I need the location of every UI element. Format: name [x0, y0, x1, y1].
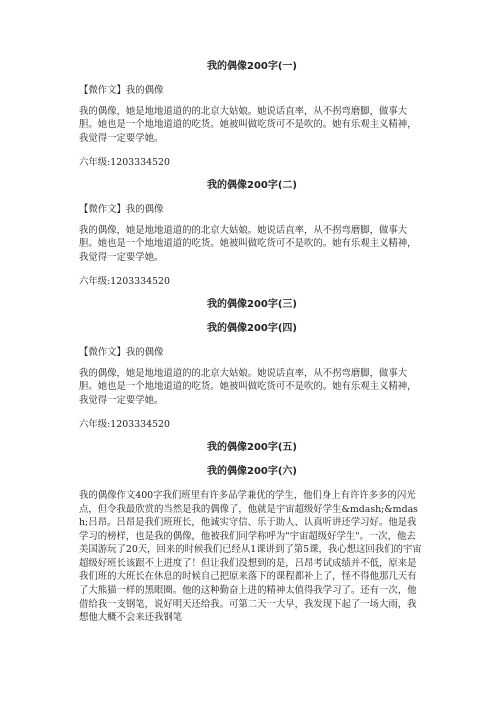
section-title-3: 我的偶像200字(三): [206, 298, 297, 310]
section-grade-1: 六年级:1203334520: [79, 157, 170, 169]
section-paragraph-2: 我的偶像，她是地地道道的的北京大姑娘。她说话直率，从不拐弯磨脚，做事大胆。她也是一个地地道道的吃货。她被叫做吃货可不是吹的。她有乐观主义精神，我觉得一定要学她。: [79, 224, 417, 263]
section-title-6: 我的偶像200字(六): [206, 465, 297, 477]
section-tag-4: 【微作文】我的偶像: [79, 346, 164, 358]
document-page: [79, 60, 425, 625]
section-title-2: 我的偶像200字(二): [206, 179, 297, 191]
section-grade-4: 六年级:1203334520: [79, 419, 170, 431]
section-grade-2: 六年级:1203334520: [79, 276, 170, 288]
section-tag-2: 【微作文】我的偶像: [79, 203, 164, 215]
section-title-4: 我的偶像200字(四): [206, 322, 297, 334]
section-tag-1: 【微作文】我的偶像: [79, 85, 164, 96]
section-long-paragraph: 我的偶像作文400字我们班里有许多品学兼优的学生，他们身上有许许多多的闪光点，但令我最欣赏的当然是我的偶像了，他就是宇宙超级好学生&mdash;&mdash;吕昂。吕昂是我们班班长，他诚实守信、乐于助人、认真听讲还学习好。他是我学习的榜样，也是我的偶像，他被我们同学称呼为"宇宙超级好学生"。一次，他去美国游玩了20天，回来的时候我们已经从1课讲到了第5课，我心想这回我们的宇宙超级好班长该跟不上进度了！但让我们没想到的是，吕昂考试成绩并不低，原来是我们班的大班长在休息的时候自己把原来落下的课程都补上了，怪不得他那几天有了大熊猫一样的黑眼圈。他的这种勤奋上进的精神太值得我学习了。还有一次，他借给我一支钢笔，说好明天还给我。可第二天一大早，我发现下起了一场大雨，我想他大概不会来还我钢笔: [79, 489, 422, 624]
section-title-1: 我的偶像200字(一): [206, 61, 297, 72]
section-title-5: 我的偶像200字(五): [206, 441, 297, 453]
section-paragraph-1: 我的偶像，她是地地道道的的北京大姑娘。她说话直率，从不拐弯磨脚，做事大胆。她也是一个地地道道的吃货。她被叫做吃货可不是吹的。她有乐观主义精神，我觉得一定要学她。: [79, 105, 417, 144]
section-paragraph-4: 我的偶像，她是地地道道的的北京大姑娘。她说话直率，从不拐弯磨脚，做事大胆。她也是一个地地道道的吃货。她被叫做吃货可不是吹的。她有乐观主义精神，我觉得一定要学她。: [79, 367, 417, 406]
